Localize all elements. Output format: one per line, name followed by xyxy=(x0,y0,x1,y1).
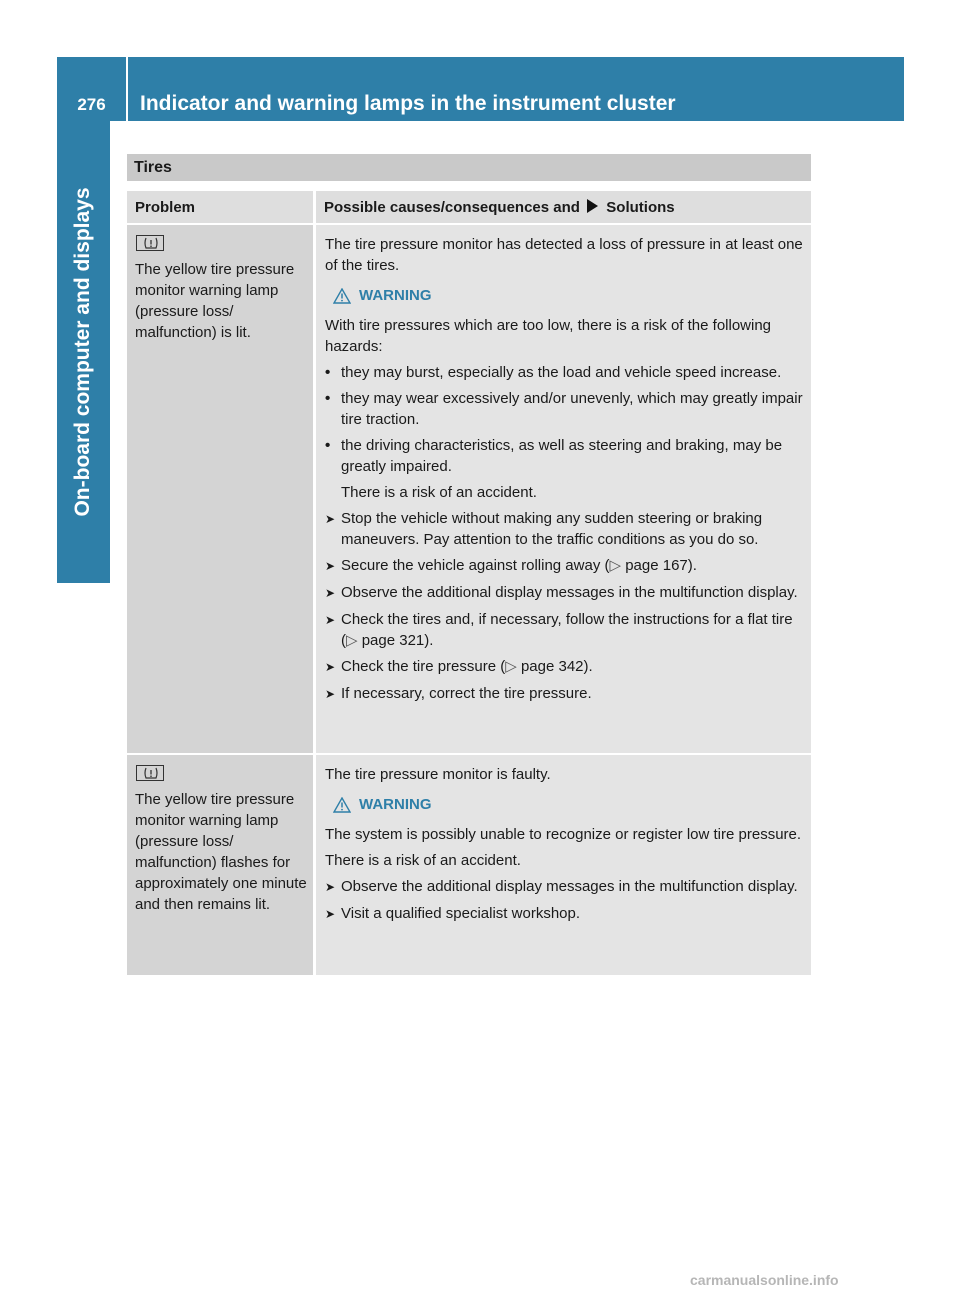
page-reference[interactable]: page 167 xyxy=(625,557,688,574)
action-arrow-icon: ➤ xyxy=(325,586,336,600)
bullet-mark: • xyxy=(325,437,331,454)
problem-cell-1 xyxy=(127,225,313,753)
action-text: Observe the additional display messages in the multifunction display. xyxy=(341,584,798,601)
action-step xyxy=(325,555,805,577)
column-header-causes xyxy=(316,191,811,223)
action-step xyxy=(325,609,805,651)
warning-text: With tire pressures which are too low, there is a risk of the following hazards: xyxy=(325,317,772,355)
tire-pressure-warning-icon xyxy=(136,235,164,251)
action-step xyxy=(325,876,805,898)
watermark: carmanualsonline.info xyxy=(690,1272,839,1288)
action-arrow-icon: ➤ xyxy=(325,880,336,894)
bullet-mark: • xyxy=(325,364,331,381)
chapter-label: On-board computer and displays xyxy=(71,187,94,517)
column-header-solutions-label: Solutions xyxy=(606,199,675,216)
action-arrow-icon: ➤ xyxy=(325,559,336,573)
action-arrow-icon: ➤ xyxy=(325,907,336,921)
tire-pressure-warning-icon xyxy=(136,765,164,781)
problem-description: The yellow tire pressure monitor warning lamp (pressure loss/ malfunction) flashes for approximately one minute and then remains lit. xyxy=(135,791,307,913)
warning-label: WARNING xyxy=(359,796,432,813)
action-text-end: ). xyxy=(583,658,593,675)
action-text: Observe the additional display messages in the multifunction display. xyxy=(341,878,798,895)
action-step xyxy=(325,903,805,925)
page-ref-icon: ▷ xyxy=(505,658,521,675)
hazard-item xyxy=(325,435,805,477)
action-text: Check the tire pressure ( xyxy=(341,658,506,675)
warning-text: The system is possibly unable to recognize or register low tire pressure. xyxy=(325,826,802,843)
action-step xyxy=(325,683,805,705)
action-arrow-icon: ➤ xyxy=(325,512,336,526)
action-text: Visit a qualified specialist workshop. xyxy=(341,905,581,922)
problem-description: The yellow tire pressure monitor warning lamp (pressure loss/ malfunction) is lit. xyxy=(135,261,295,341)
column-header-problem: Problem xyxy=(127,191,313,223)
action-text: Secure the vehicle against rolling away ( xyxy=(341,557,610,574)
action-arrow-icon: ➤ xyxy=(325,660,336,674)
page-reference[interactable]: page 321 xyxy=(361,632,425,649)
hazard-item xyxy=(325,388,805,430)
risk-text: There is a risk of an accident. xyxy=(341,484,537,501)
warning-heading xyxy=(333,794,805,815)
causes-cell-2 xyxy=(316,755,811,975)
page-number: 276 xyxy=(77,95,106,114)
page-reference[interactable]: page 342 xyxy=(520,658,584,675)
solutions-arrow-icon xyxy=(587,199,598,213)
warning-triangle-icon xyxy=(333,288,351,304)
warning-heading xyxy=(333,285,805,306)
action-step xyxy=(325,656,805,678)
causes-cell-1 xyxy=(316,225,811,753)
action-arrow-icon: ➤ xyxy=(325,687,336,701)
header-divider xyxy=(126,57,128,121)
action-step xyxy=(325,582,805,604)
action-step xyxy=(325,508,805,550)
risk-text: There is a risk of an accident. xyxy=(325,852,521,869)
page-title: Indicator and warning lamps in the instrument cluster xyxy=(140,92,676,115)
section-title: Tires xyxy=(127,154,811,181)
cause-intro: The tire pressure monitor is faulty. xyxy=(325,766,551,783)
action-text: If necessary, correct the tire pressure. xyxy=(341,685,592,702)
column-header-causes-label: Possible causes/consequences and xyxy=(324,199,580,216)
action-text-end: ). xyxy=(687,557,697,574)
action-arrow-icon: ➤ xyxy=(325,613,336,627)
problem-cell-2 xyxy=(127,755,313,975)
page-ref-icon: ▷ xyxy=(609,557,626,574)
bullet-mark: • xyxy=(325,390,331,407)
hazard-text: they may burst, especially as the load and vehicle speed increase. xyxy=(341,364,782,381)
warning-label: WARNING xyxy=(359,287,432,304)
action-text: Stop the vehicle without making any sudden steering or braking maneuvers. Pay attention to the traffic conditions as you do so. xyxy=(341,510,763,548)
action-text-end: ). xyxy=(424,632,434,649)
warning-triangle-icon xyxy=(333,797,351,813)
hazard-text: the driving characteristics, as well as steering and braking, may be greatly impaired. xyxy=(341,437,783,475)
hazard-text: they may wear excessively and/or unevenly, which may greatly impair tire traction. xyxy=(341,390,803,428)
page-ref-icon: ▷ xyxy=(346,632,362,649)
cause-intro: The tire pressure monitor has detected a loss of pressure in at least one of the tires. xyxy=(325,236,803,274)
hazard-item xyxy=(325,362,805,383)
action-text: Check the tires and, if necessary, follow the instructions for a flat tire ( xyxy=(341,611,793,649)
